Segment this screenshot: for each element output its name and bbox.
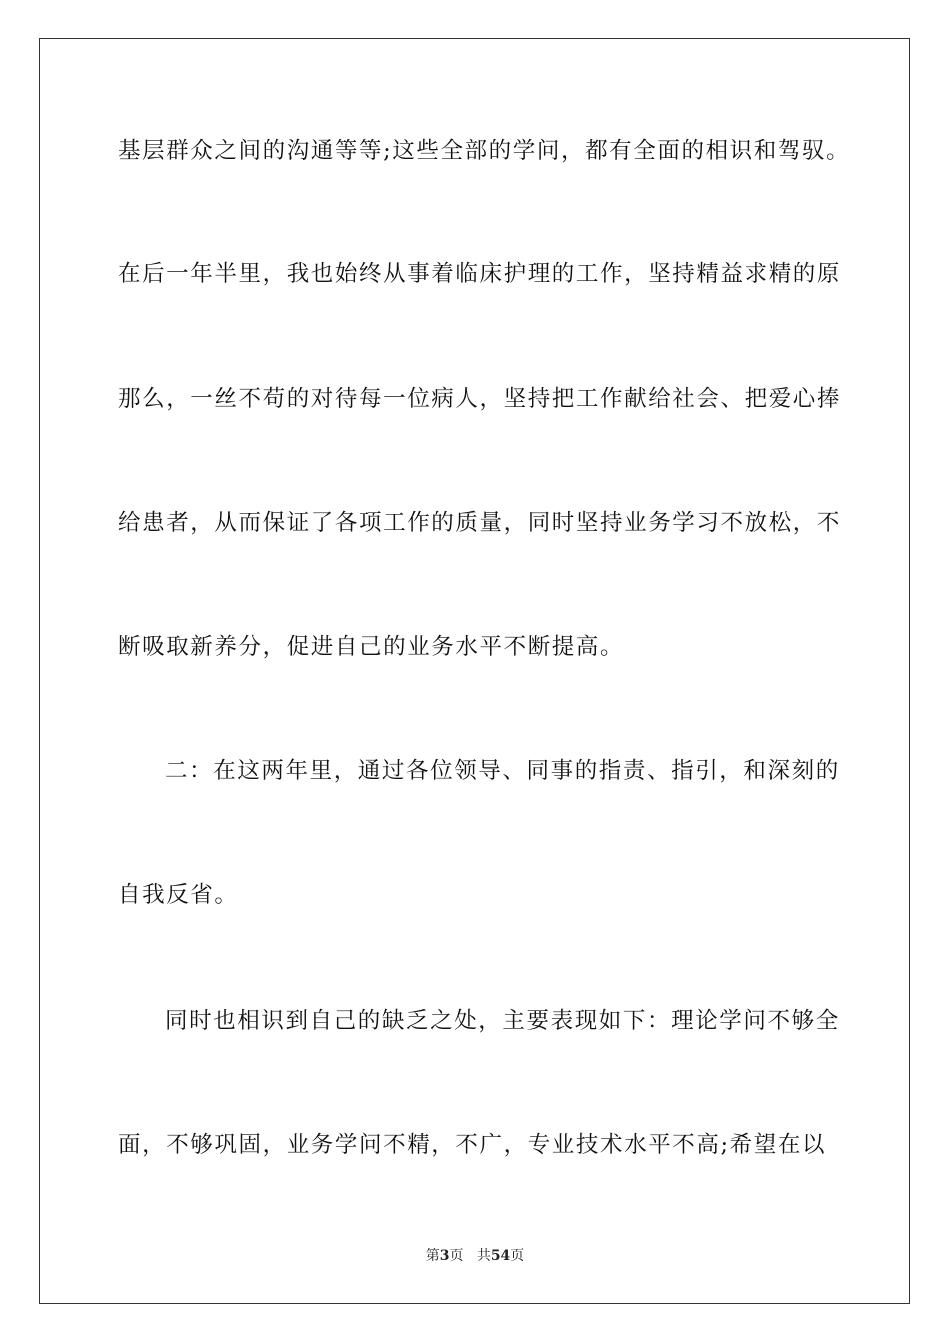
page-border (39, 38, 910, 1304)
footer-total-pages: 54 (490, 1248, 511, 1264)
body-text-line-6: 二：在这两年里，通过各位领导、同事的指责、指引，和深刻的 (165, 758, 840, 784)
body-text-line-7: 自我反省。 (118, 882, 239, 908)
body-text-line-9: 面，不够巩固，业务学问不精，不广，专业技术水平不高;希望在以 (118, 1132, 827, 1158)
footer-total-prefix: 共 (476, 1248, 491, 1264)
footer-page-prefix: 第 (425, 1248, 440, 1264)
body-text-line-1: 基层群众之间的沟通等等;这些全部的学问，都有全面的相识和驾驭。 (118, 138, 851, 164)
footer-page-suffix: 页 (449, 1248, 464, 1264)
body-text-line-8: 同时也相识到自己的缺乏之处，主要表现如下：理论学问不够全 (165, 1008, 840, 1034)
body-text-line-4: 给患者，从而保证了各项工作的质量，同时坚持业务学习不放松，不 (118, 510, 842, 536)
body-text-line-5: 断吸取新养分，促进自己的业务水平不断提高。 (118, 634, 625, 660)
body-text-line-3: 那么，一丝不苟的对待每一位病人，坚持把工作献给社会、把爱心捧 (118, 386, 842, 412)
footer-total-suffix: 页 (510, 1248, 525, 1264)
page-footer (0, 1247, 950, 1265)
body-text-line-2: 在后一年半里，我也始终从事着临床护理的工作，坚持精益求精的原 (118, 261, 842, 287)
footer-page-number: 3 (439, 1248, 450, 1264)
